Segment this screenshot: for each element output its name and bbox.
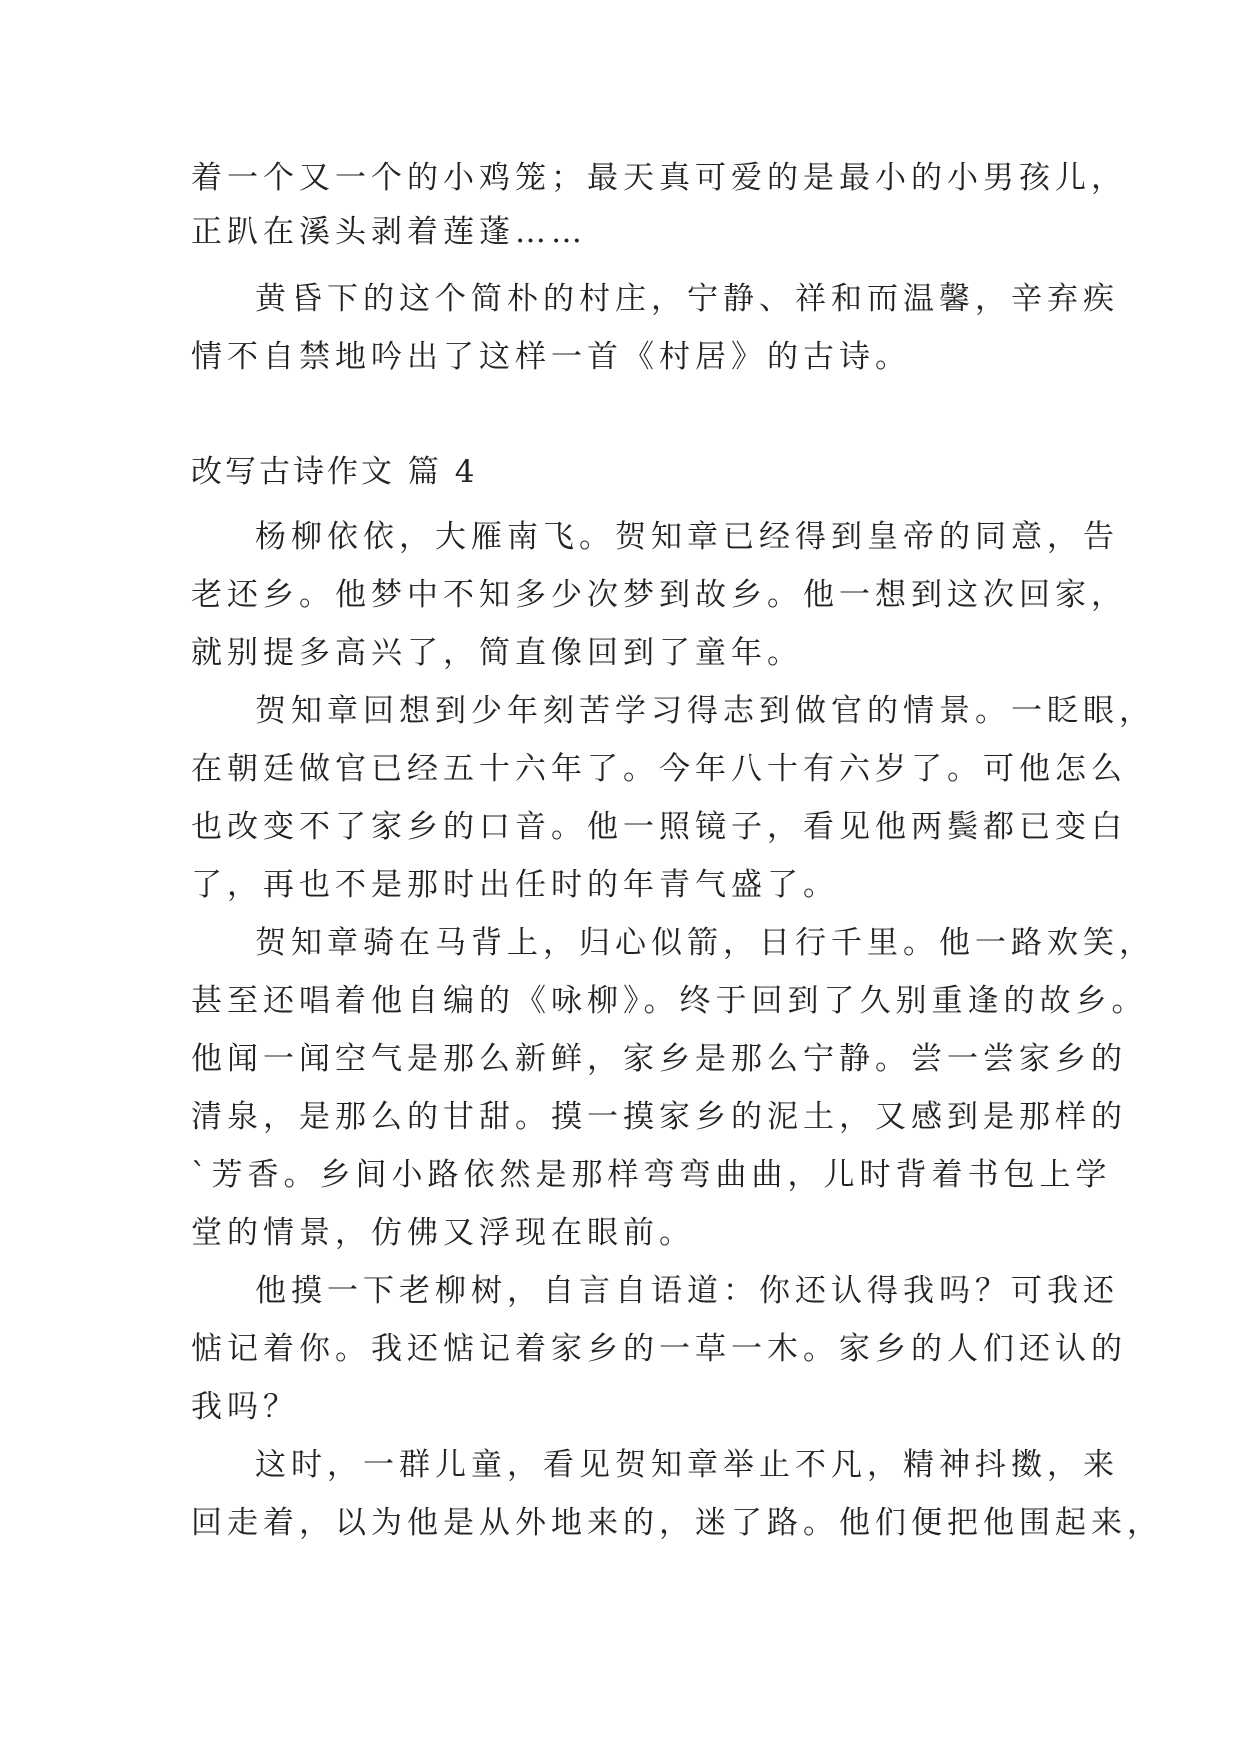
paragraph-line: 就别提多高兴了，简直像回到了童年。	[191, 635, 803, 671]
paragraph-line: 了，再也不是那时出任时的年青气盛了。	[191, 867, 839, 903]
paragraph-line: 清泉，是那么的甘甜。摸一摸家乡的泥土，又感到是那样的	[191, 1099, 1127, 1135]
paragraph-line: 回走着，以为他是从外地来的，迷了路。他们便把他围起来，	[191, 1505, 1163, 1541]
paragraph-line: 黄昏下的这个简朴的村庄，宁静、祥和而温馨，辛弃疾	[255, 281, 1119, 317]
paragraph-line: 我吗？	[191, 1389, 299, 1425]
paragraph-line: 在朝廷做官已经五十六年了。今年八十有六岁了。可他怎么	[191, 751, 1127, 787]
paragraph-line: 甚至还唱着他自编的《咏柳》。终于回到了久别重逢的故乡。	[191, 983, 1148, 1019]
paragraph-line: 杨柳依依，大雁南飞。贺知章已经得到皇帝的同意，告	[255, 519, 1119, 555]
paragraph-line: 着一个又一个的小鸡笼；最天真可爱的是最小的小男孩儿，	[191, 160, 1127, 196]
paragraph-line: 这时，一群儿童，看见贺知章举止不凡，精神抖擞，来	[255, 1447, 1119, 1483]
paragraph-line: 惦记着你。我还惦记着家乡的一草一木。家乡的人们还认的	[191, 1331, 1127, 1367]
paragraph-line: 他摸一下老柳树，自言自语道：你还认得我吗？可我还	[255, 1273, 1119, 1309]
paragraph-line: 正趴在溪头剥着莲蓬……	[191, 214, 587, 250]
section-heading: 改写古诗作文 篇 4	[191, 454, 478, 490]
paragraph-line: 情不自禁地吟出了这样一首《村居》的古诗。	[191, 339, 911, 375]
paragraph-line: 他闻一闻空气是那么新鲜，家乡是那么宁静。尝一尝家乡的	[191, 1041, 1127, 1077]
paragraph-line: 老还乡。他梦中不知多少次梦到故乡。他一想到这次回家，	[191, 577, 1127, 613]
paragraph-line: 贺知章回想到少年刻苦学习得志到做官的情景。一眨眼，	[255, 693, 1155, 729]
paragraph-line: 贺知章骑在马背上，归心似箭，日行千里。他一路欢笑，	[255, 925, 1155, 961]
paragraph-line: 堂的情景，仿佛又浮现在眼前。	[191, 1215, 695, 1251]
paragraph-line: `芳香。乡间小路依然是那样弯弯曲曲，儿时背着书包上学	[191, 1157, 1112, 1193]
paragraph-line: 也改变不了家乡的口音。他一照镜子，看见他两鬓都已变白	[191, 809, 1127, 845]
